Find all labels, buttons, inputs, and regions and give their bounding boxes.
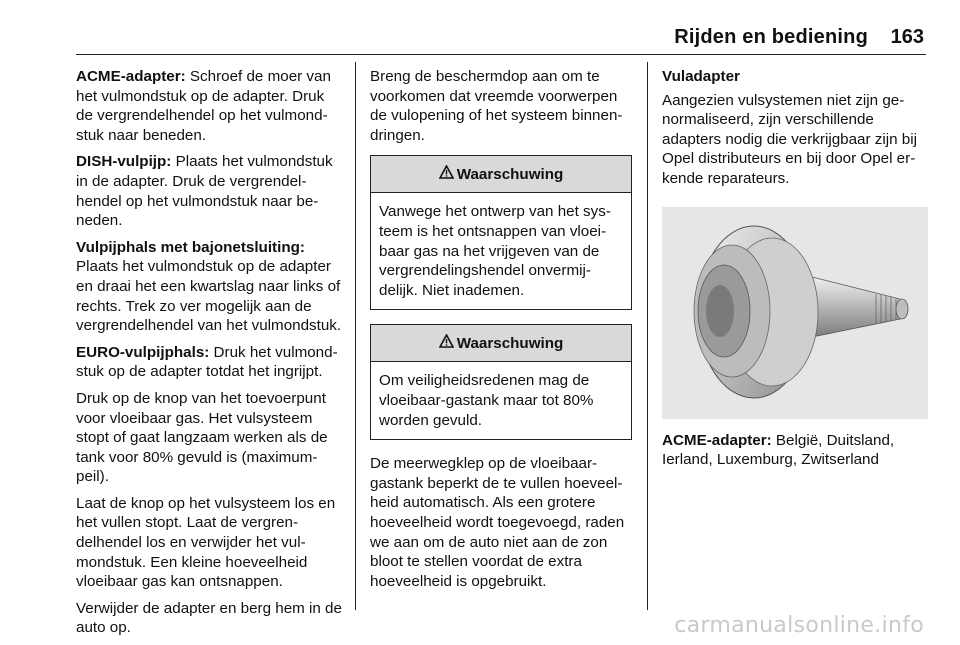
term-label: DISH-vulpijp: — [76, 153, 172, 171]
acme-adapter-illustration — [662, 207, 928, 419]
warning-header — [371, 325, 631, 362]
warning-triangle-icon — [439, 165, 454, 185]
caption-text: België, Duitsland, Ierland, Luxemburg, Zwitserland — [662, 431, 895, 469]
warning-box — [370, 324, 632, 440]
term-label: Vulpijphals met bajonetsluiting: — [76, 238, 305, 256]
paragraph-text: Plaats het vulmondstuk op de adapter en draai het een kwartslag naar links of rechts. Trek zo ver mogelijk aan de vergrendelhendel van het vulmondstuk. — [76, 258, 342, 335]
header-divider — [76, 54, 926, 55]
page-number: 163 — [890, 26, 924, 48]
paragraph-button: Druk op de knop van het toevoerpunt voor vloeibaar gas. Het vulsysteem stopt of gaat langzaam werken als de tank voor 80% gevuld is (maximumpeil). — [76, 389, 328, 486]
term-label: ACME-adapter: — [76, 68, 186, 85]
paragraph-adapters: Aangezien vulsystemen niet zijn genormaliseerd, zijn verschillende adapters nodig die verkrijgbaar zijn bij Opel distributeurs en bij door Opel erkende reparateurs. — [662, 91, 917, 187]
caption-label: ACME-adapter: — [662, 431, 772, 449]
paragraph-store: Verwijder de adapter en berg hem in de auto op. — [76, 599, 342, 637]
paragraph-valve: De meerwegklep op de vloeibaar-gastank beperkt de te vullen hoeveelheid automatisch. Als een grotere hoeveelheid wordt toegevoegd, raden we aan om de auto niet aan de zon bloot te stellen voordat de extra hoeveelheid is opgebruikt. — [370, 455, 625, 590]
section-title: Rijden en bediening — [674, 26, 868, 48]
term-label: EURO-vulpijphals: — [76, 343, 210, 361]
warning-box — [370, 155, 632, 310]
paragraph-cap: Breng de beschermdop aan om te voorkomen dat vreemde voorwerpen de vulopening of het systeem binnendringen. — [370, 68, 623, 144]
paragraph-dish — [76, 152, 342, 230]
column-divider — [647, 62, 648, 610]
paragraph-text: Druk het vulmondstuk op de adapter totdat het ingrijpt. — [76, 343, 338, 381]
paragraph-text: Schroef de moer van het vulmondstuk op de adapter. Druk de vergrendelhendel op het vulmondstuk naar beneden. — [76, 68, 331, 144]
watermark: carmanualsonline.info — [674, 613, 924, 638]
warning-title: Waarschuwing — [456, 165, 564, 183]
column-middle — [370, 67, 632, 598]
paragraph-acme — [76, 67, 342, 145]
column-right — [662, 67, 928, 477]
paragraph-text: Plaats het vulmondstuk in de adapter. Druk de vergrendelhendel op het vulmondstuk naar beneden. — [76, 153, 333, 230]
figure-caption — [662, 431, 928, 470]
warning-triangle-icon — [439, 334, 454, 354]
column-left — [76, 67, 342, 645]
column-divider — [355, 62, 356, 610]
warning-text: Vanwege het ontwerp van het systeem is het ontsnappen van vloeibaar gas na het vrijgeven van de vergrendelingshendel onvermijdelijk. Niet inademen. — [379, 203, 611, 299]
warning-header — [371, 156, 631, 193]
warning-title: Waarschuwing — [456, 334, 564, 352]
paragraph-release: Laat de knop op het vulsysteem los en het vullen stopt. Laat de vergrendelhendel los en verwijder het vulmondstuk. Een kleine hoeveelheid vloeibaar gas kan ontsnappen. — [76, 494, 336, 591]
section-heading: Vuladapter — [662, 68, 740, 85]
warning-text: Om veiligheidsredenen mag de vloeibaar-gastank maar tot 80% worden gevuld. — [379, 372, 594, 429]
paragraph-bayonet — [76, 238, 342, 336]
paragraph-euro — [76, 343, 342, 382]
